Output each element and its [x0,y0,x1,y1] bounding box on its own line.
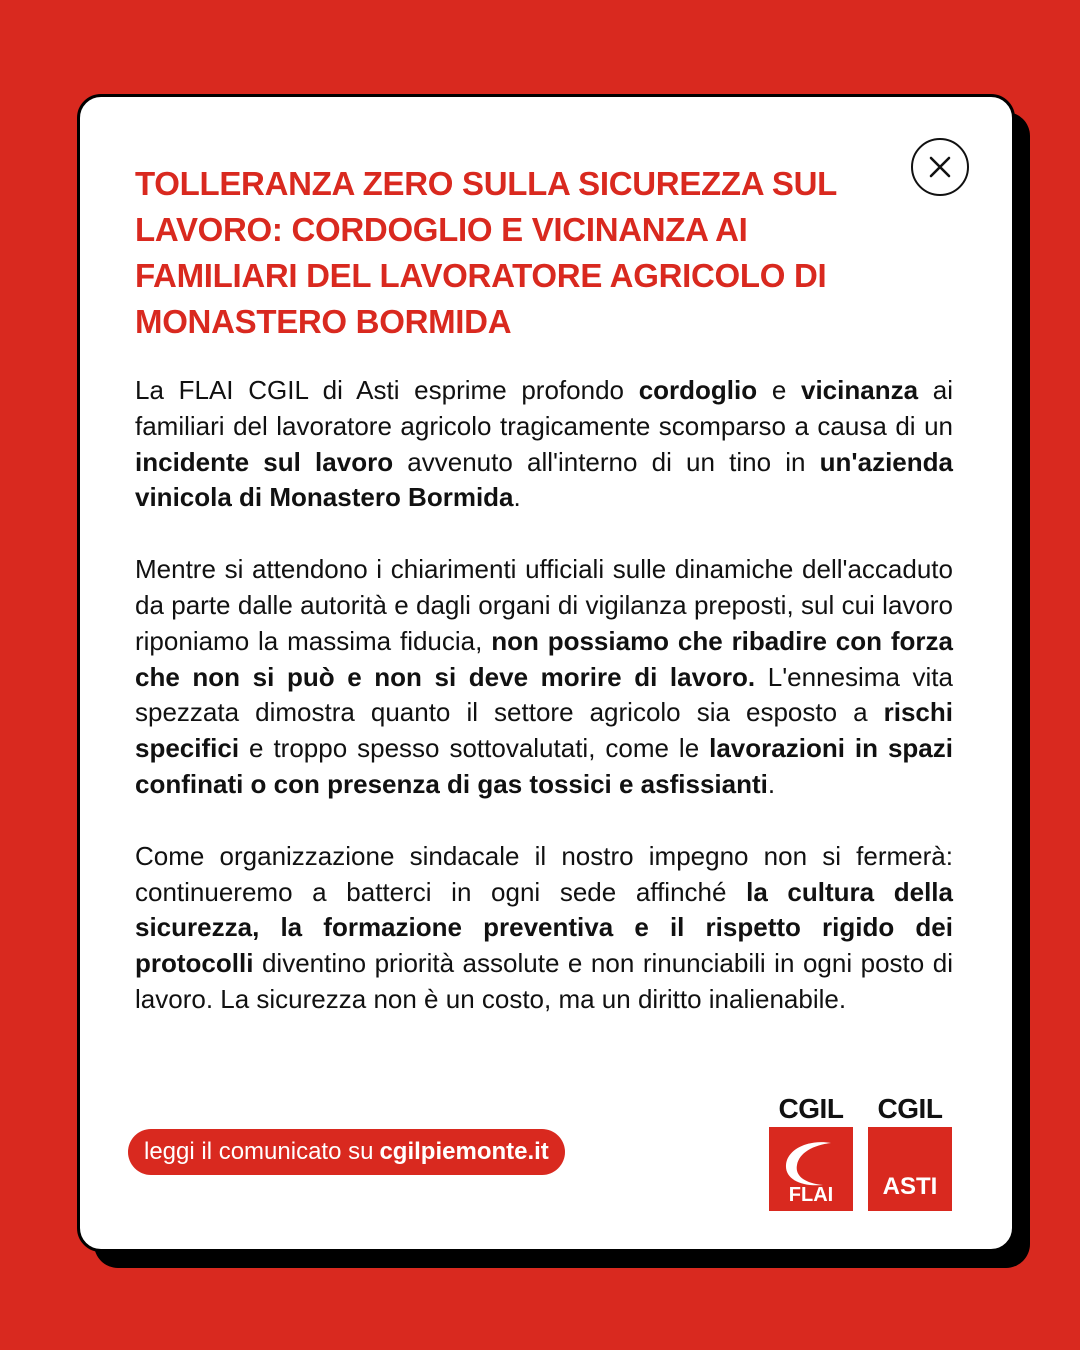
bold-phrase: cordoglio [638,375,758,405]
announcement-card [77,94,1015,1252]
paragraph [135,839,953,1018]
close-icon [926,153,954,181]
cta-link[interactable]: cgilpiemonte.it [379,1138,549,1165]
bold-phrase: lavorazioni in spazi confinati o con presenza di gas tossici e asfissianti [135,733,953,799]
read-more-link[interactable] [128,1129,565,1175]
cgil-asti-logo [868,1095,952,1211]
paragraph [135,552,953,803]
logo-word: CGIL [877,1093,943,1124]
text-run: L'ennesima vita spezzata dimostra quanto il settore agricolo sia esposto a [135,661,953,728]
page-title: TOLLERANZA ZERO SULLA SICUREZZA SUL LAVORO: CORDOGLIO E VICINANZA AI FAMILIARI DEL LAVORATORE AGRICOLO DI MONASTERO BORMIDA [135,165,837,340]
logo-word: CGIL [778,1093,844,1124]
text-run: avvenuto all'interno di un tino in [393,446,820,477]
text-run: . [513,482,521,513]
logo-sub: FLAI [788,1184,834,1206]
bold-phrase: un'azienda vinicola di Monastero Bormida [135,446,953,513]
logo-mark [868,1127,952,1211]
bold-phrase: incidente sul lavoro [135,446,394,477]
close-button[interactable] [911,138,969,196]
text-run: diventino priorità assolute e non rinunciabili in ogni posto di lavoro. La sicurezza non è un costo, ma un diritto inalienabile. [135,948,953,1014]
bold-phrase: rischi specifici [135,697,953,764]
bold-phrase: la cultura della sicurezza, la formazione preventiva e il rispetto rigido dei protocolli [135,876,953,979]
logo-sub: ASTI [882,1173,938,1200]
cgil-flai-logo [769,1095,853,1211]
text-run: . [767,768,776,799]
bold-phrase: non possiamo che ribadire con forza che non si può e non si deve morire di lavoro. [135,625,953,692]
paragraph [135,373,953,516]
text-run: Mentre si attendono i chiarimenti ufficiali sulle dinamiche dell'accaduto da parte dalle autorità e dagli organi di vigilanza preposti, sul cui lavoro riponiamo la massima fiducia, [135,554,953,656]
text-run: e troppo spesso sottovalutati, come le [239,733,710,764]
text-run: ai familiari del lavoratore agricolo tragicamente scomparso a causa di un [135,375,953,441]
cta-prefix: leggi il comunicato su [144,1138,374,1165]
logo-mark [769,1127,853,1211]
text-run: Come organizzazione sindacale il nostro impegno non si fermerà: continueremo a batterci in ogni sede affinché [135,840,953,907]
bold-phrase: vicinanza [800,375,919,405]
text-run: La FLAI CGIL di Asti esprime profondo [135,375,639,405]
body-text [135,373,953,1054]
text-run: e [757,375,801,405]
